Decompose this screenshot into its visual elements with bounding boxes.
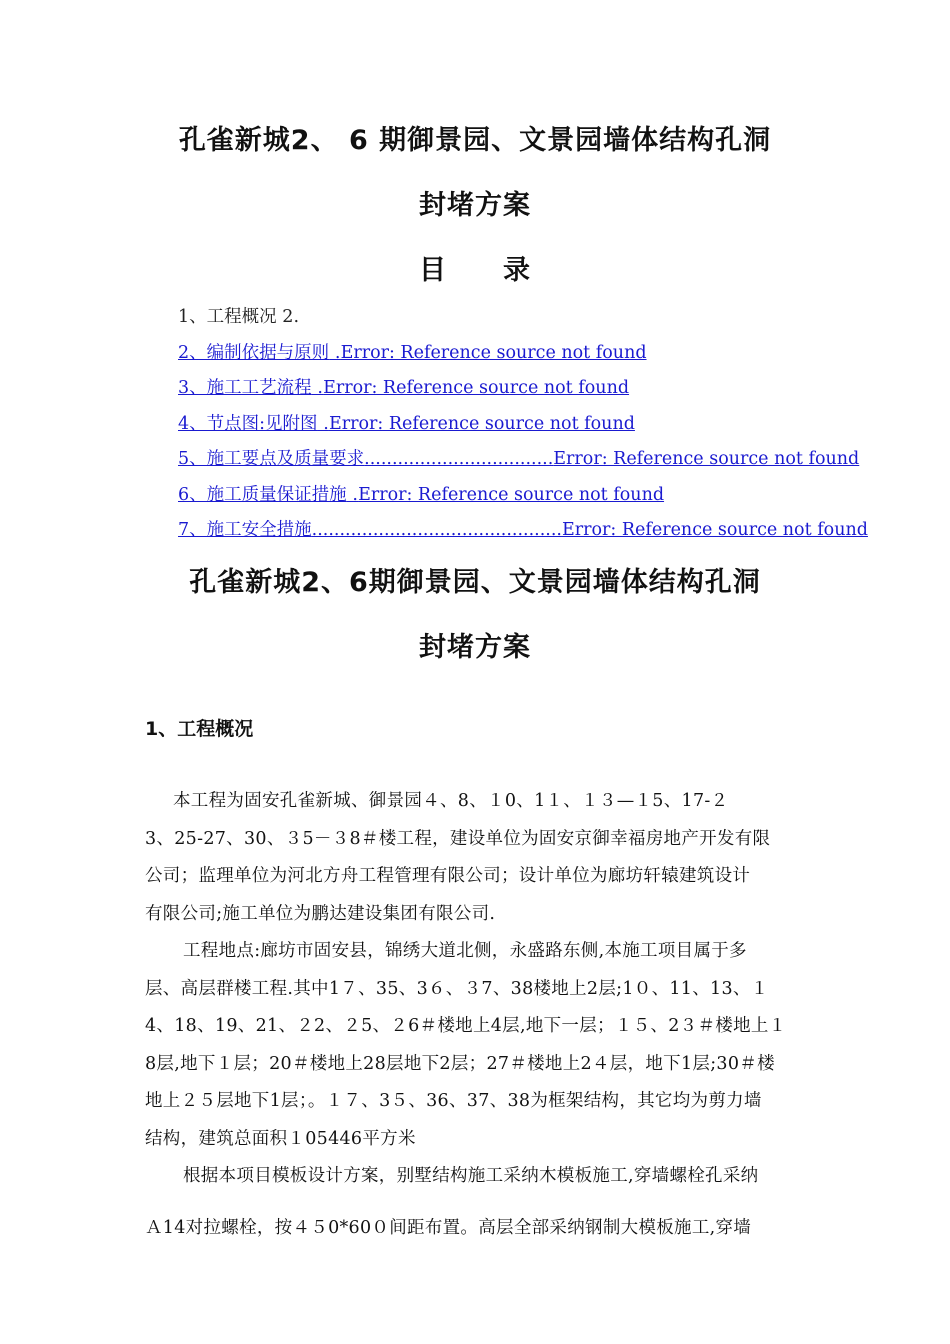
toc-item-error: Error: Reference source not found — [358, 485, 665, 505]
text-line: 结构，建筑总面积１05446平方米 — [145, 1128, 416, 1149]
toc-item-2[interactable] — [178, 342, 647, 364]
toc-item-label: 7、施工安全措施 — [178, 520, 312, 540]
toc-item-label: 6、施工质量保证措施 — [178, 485, 347, 505]
cover-title-line1: 孔雀新城2、 6 期御景园、文景园墙体结构孔洞 — [178, 125, 772, 156]
toc-item-4[interactable] — [178, 413, 635, 435]
paragraph-overview — [145, 783, 810, 1196]
tab-mark: ․ — [346, 485, 359, 505]
toc-item-7[interactable] — [178, 519, 868, 541]
text-line: 地上２５层地下1层；。１７、3５、36、37、38为框架结构，其它均为剪力墙 — [145, 1091, 762, 1111]
text-line: 3、25-27、30、３5－３8＃楼工程，建设单位为固安京御幸福房地产开发有限 — [145, 828, 771, 849]
toc-item-error: Error: Reference source not found — [323, 378, 630, 398]
section-heading: 1、工程概况 — [145, 718, 254, 740]
paragraph-bolts — [145, 1210, 810, 1248]
toc-item-6[interactable] — [178, 484, 664, 506]
text-line: 本工程为固安孔雀新城、御景园４、8、１0、1１、１３—１5、17-２ — [173, 791, 729, 811]
toc-item-error: Error: Reference source not found — [561, 520, 868, 540]
toc-item-label: 3、施工工艺流程 — [178, 378, 312, 398]
toc-item-error: Error: Reference source not found — [553, 449, 860, 469]
tab-mark: ․ — [311, 378, 324, 398]
text-line: 根据本项目模板设计方案，别墅结构施工采纳木模板施工,穿墙螺栓孔采纳 — [183, 1166, 759, 1186]
text-line: 有限公司;施工单位为鹏达建设集团有限公司. — [145, 903, 496, 924]
toc-item-error: Error: Reference source not found — [340, 343, 647, 363]
text-line: 公司；监理单位为河北方舟工程管理有限公司；设计单位为廊坊轩辕建筑设计 — [145, 866, 751, 886]
tab-mark: ․ — [293, 307, 300, 327]
text-line: 8层,地下１层；20＃楼地上28层地下2层；27＃楼地上2４层，地下1层;30＃楼 — [145, 1053, 775, 1074]
toc-item-5[interactable] — [178, 448, 859, 470]
toc-item-label: 1、工程概况 — [178, 307, 277, 327]
toc-item-3[interactable] — [178, 377, 629, 399]
body-title-line2: 封堵方案 — [419, 632, 531, 663]
toc-heading: 目 录 — [419, 255, 531, 286]
tab-mark: ․ — [329, 343, 341, 363]
toc-item-label: 4、节点图:见附图 — [178, 414, 318, 434]
text-line: Ａ14对拉螺栓，按４５0*60０间距布置。高层全部采纳钢制大模板施工,穿墙 — [145, 1218, 752, 1238]
cover-title-line2: 封堵方案 — [419, 190, 531, 221]
toc-item-1[interactable] — [178, 306, 299, 328]
toc-item-page: 2 — [276, 307, 294, 327]
body-title-line1: 孔雀新城2、6期御景园、文景园墙体结构孔洞 — [189, 567, 761, 598]
toc-item-error: Error: Reference source not found — [328, 414, 635, 434]
text-line: 工程地点:廊坊市固安县，锦绣大道北侧，永盛路东侧,本施工项目属于多 — [183, 941, 747, 961]
toc-item-label: 2、编制依据与原则 — [178, 343, 330, 363]
toc-item-label: 5、施工要点及质量要求 — [178, 449, 365, 469]
toc-item-leader: ............................................. — [311, 520, 562, 540]
toc-item-leader: .................................. — [364, 449, 554, 469]
text-line: 层、高层群楼工程.其中1７、35、3６、３7、38楼地上2层;1０、11、13、１ — [145, 978, 769, 999]
text-line: 4、18、19、21、２2、２5、２6＃楼地上4层,地下一层；１５、2３＃楼地上１ — [145, 1016, 787, 1036]
tab-mark: ․ — [317, 414, 329, 434]
